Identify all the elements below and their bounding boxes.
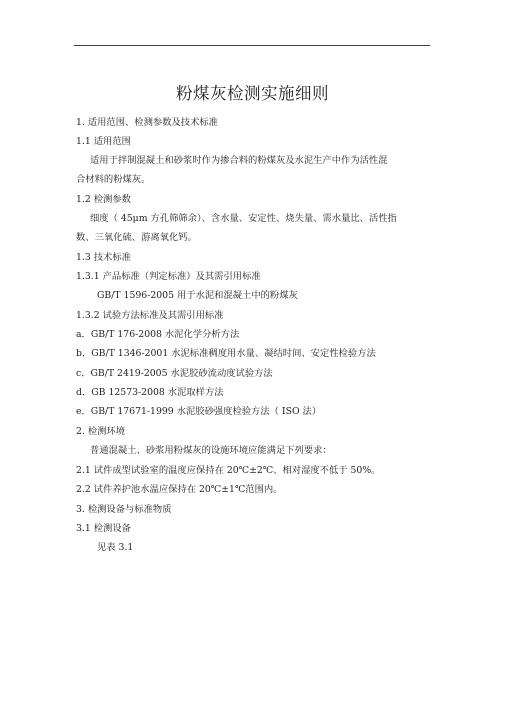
section-heading-1-1: 1.1 适用范围 xyxy=(76,136,131,147)
section-heading-2: 2. 检测环境 xyxy=(76,426,126,437)
paragraph-line: 适用于拌制混凝土和砂浆时作为掺合料的粉煤灰及水泥生产中作为活性混 xyxy=(90,155,388,166)
section-heading-3: 3. 检测设备与标准物质 xyxy=(76,504,172,515)
paragraph-line: 数、三氧化硫、游离氧化钙。 xyxy=(76,232,197,243)
section-heading-1-3: 1.3 技术标准 xyxy=(76,252,131,263)
header-rule xyxy=(74,45,430,46)
document-title: 粉煤灰检测实施细则 xyxy=(176,84,329,103)
standard-line: GB/T 1596-2005 用于水泥和混凝土中的粉煤灰 xyxy=(97,290,298,301)
section-heading-3-1: 3.1 检测设备 xyxy=(76,523,131,534)
table-reference: 见表 3.1 xyxy=(97,542,134,553)
section-heading-2-1: 2.1 试件成型试验室的温度应保持在 20℃±2℃、相对湿度不低于 50%。 xyxy=(76,465,381,476)
list-item: c．GB/T 2419-2005 水泥胶砂流动度试验方法 xyxy=(76,368,273,379)
list-item: d．GB 12573-2008 水泥取样方法 xyxy=(76,387,224,398)
section-heading-2-2: 2.2 试件养护池水温应保持在 20℃±1℃范围内。 xyxy=(76,484,283,495)
section-heading-1-3-1: 1.3.1 产品标准（判定标准）及其需引用标准 xyxy=(76,271,261,282)
list-item: b．GB/T 1346-2001 水泥标准稠度用水量、凝结时间、安定性检验方法 xyxy=(76,348,376,359)
section-heading-1-2: 1.2 检测参数 xyxy=(76,194,131,205)
list-item: a．GB/T 176-2008 水泥化学分析方法 xyxy=(76,329,240,340)
list-item: e．GB/T 17671-1999 水泥胶砂强度检验方法（ ISO 法） xyxy=(76,406,322,417)
section-heading-1: 1. 适用范围、检测参数及技术标准 xyxy=(76,117,218,128)
paragraph-line: 普通混凝土、砂浆用粉煤灰的设施环境应能满足下列要求： xyxy=(90,445,332,456)
section-heading-1-3-2: 1.3.2 试验方法标准及其需引用标准 xyxy=(76,310,224,321)
paragraph-line: 细度（ 45μm 方孔筛筛余）、含水量、安定性、烧失量、需水量比、活性指 xyxy=(90,213,397,224)
paragraph-line: 合材料的粉煤灰。 xyxy=(76,174,151,185)
